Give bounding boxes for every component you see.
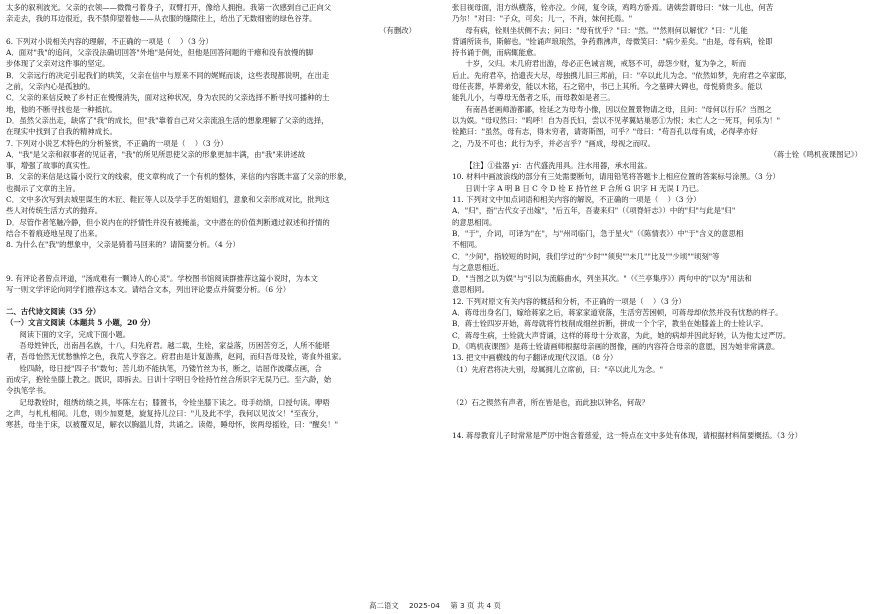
classical-text-line: 寒甚，母坐于床，以被覆双足，解衣以胸温儿背，共诵之。读倦，睡母怀，俟两母摇铨，曰："醒矣！"	[6, 420, 338, 430]
question-7-stem: 7. 下列对小说艺术特色的分析鉴赏，不正确的一项是（ ）（3 分）	[6, 138, 228, 148]
question-9-cont: 写一则文学评论向同学们推荐这本文。请结合文本，列出评论要点并简要分析。（6 分）	[6, 284, 291, 294]
q7-option-a: A．"我"是父亲和叙事者的见证者，"我"的所见所思使父亲的形象更加丰满，由"我"来讲述故	[6, 149, 306, 159]
classical-text-line: 铨四龄，母日授"四子书"数句；苦儿幼不能执笔，乃镂竹丝为书，断之，诘屈作波磔点画，合	[19, 363, 322, 373]
left-column	[6, 2, 416, 430]
footer-subject: 高二语文	[369, 601, 399, 610]
classical-text-line: 吾母姓钟氏，出南昌名族，十八，归先府君。越二载，生铨，家益落，历困苦穷乏，人所不能堪	[19, 341, 330, 351]
q13-sentence-2: （2）石之锲然有声者，所在皆是也，而此独以钟名，何哉？	[452, 397, 649, 407]
q6-option-a-cont: 步体现了父亲对这件事的坚定。	[6, 59, 110, 69]
q7-option-d: D．尽管作者笔触冷静，但小说内在的抒情性并没有被掩盖，文中潜在的价值判断通过叙述和抒情的	[6, 217, 330, 227]
classical-text-line: 乃尔！"对曰："子众，可矣；儿一，不肖，妹何托焉。"	[452, 14, 633, 24]
q11-option-d-cont: 意思相同。	[452, 285, 489, 295]
subsection-heading: （一）文言文阅读（本题共 5 小题，20 分）	[6, 318, 155, 328]
section-heading: 二、古代诗文阅读（35 分）	[6, 307, 101, 317]
reading-instruction: 阅读下面的文字，完成下面小题。	[19, 329, 131, 339]
q6-option-d-cont: 在现实中找到了自我的精神成长。	[6, 127, 117, 137]
footer-date: 2025-04	[408, 601, 440, 610]
q7-option-b: B．父亲的来信是这篇小说行文的线索，使文章构成了一个有机的整体，来信的内容既丰富了父亲的形象，	[6, 172, 352, 182]
answer-space	[452, 408, 862, 430]
q12-option-b: B．蒋士铨四岁开始，蒋母就将竹枝削成细丝折断，拼成一个个字，教坐在她膝盖上的士铨认字。	[452, 319, 768, 329]
q12-option-a: A．蒋母出身名门，嫁给蒋家之后，蒋家家道衰落，生活穷苦困顿，可蒋母却依然并没有忧愁的样子。	[452, 308, 783, 318]
q11-option-b-cont: 不相同。	[452, 240, 482, 250]
q6-option-c: C．父亲的来信反映了乡村正在慢慢消失，面对这种状况，身为农民的父亲选择不断寻找可播种的土	[6, 93, 330, 103]
question-12-stem: 12. 下列对原文有关内容的概括和分析，不正确的一项是（ ）（3 分）	[452, 296, 686, 306]
q6-option-d: D．虽然父亲出走，缺席了"我"的成长，但"我"靠着自己对父亲流浪生活的想象理解了父亲的选择，	[6, 115, 329, 125]
classical-text-line: 张目视母面，泪方纵横落，铨亦泣。少间，复令读，鸡鸣方卧焉。诸姨尝谓母曰："妹一儿也，何苦	[452, 3, 774, 12]
source-note: （有删改）	[379, 25, 416, 35]
question-13-stem: 13. 把文中画横线的句子翻译成现代汉语。（8 分）	[452, 353, 618, 363]
footer-page-number: 第 3 页 共 4 页	[450, 601, 501, 610]
q7-option-d-cont: 结合不着痕迹地呈现了出来。	[6, 228, 103, 238]
question-14: 14. 蒋母教育儿子时常常是严厉中饱含着慈爱，这一特点在文中多处有体现，请根据材料简要概括。（3 分）	[452, 431, 803, 441]
question-11-stem: 11. 下列对文中加点词语和相关内容的解说，不正确的一项是（ ）（3 分）	[452, 195, 701, 205]
q11-option-c: C．"少间"，指较短的时间，我们学过的"少时""须臾""未几""比及""少顷""顷刻"等	[452, 251, 720, 261]
classical-text-line: 铨跪曰："虽然，母有志，得未穷者，请寄斯图，可乎？"母曰："苟吾孔以母有成，必得孝亦好	[452, 127, 758, 137]
classical-text-line: 母有病，铨则坐状侧不去；问曰："母有忧乎？"曰："然。""然则何以解忧？"曰："儿能	[465, 25, 748, 35]
q11-option-a: A．"归"，指"古代女子出嫁"，"后五年，吾妻来归"（《项脊轩志》）中的"归"与此是"归"	[452, 206, 736, 216]
annotation-note: 【注】①盐器 yí：古代盛洗用具。注水用器，承水用盆。	[465, 161, 652, 171]
classical-text-line: 以为娱。"母叹然曰："呜呼！自为吾氏妇，尝以不见孝翼姑巢恶①为恨；未亡人之一死耳，何乐为！"	[452, 115, 780, 125]
text-attribution: （蒋士铨《鸣机夜课图记》）	[769, 149, 862, 159]
classical-text-line: 母任丧葬，毕葬弟安，能以木铭，石之铭中，书已上其所。今之墓碑大碑也，母悦骑贵多。能以	[452, 82, 763, 92]
classical-text-line: 令执笔学书。	[6, 386, 51, 396]
classical-text-line: 有南昌老画师游都鄙，铨延之为母寿小像，因以位置景物请之母，且问："母何以行乐？当图之	[465, 104, 772, 114]
classical-text-line: 者，吾母怡然无忧愁憔悴之色，我荒人亨容之。府君由是计复游燕，赵间，而归吾母及铨，寄食外祖家。	[6, 352, 346, 362]
classical-text-line: 之声，与札札相间。儿怠，则少加夏楚，旋复持儿泣曰："儿及此不学，我何以见汝父！"至夜分，	[6, 408, 324, 418]
question-9: 9. 有评论者曾点评道，"汤成难有一颗诗人的心灵"。学校图书馆阅读群推荐这篇小说时，为本文	[6, 273, 318, 283]
q7-option-b-cont: 也揭示了文章的主旨。	[6, 183, 80, 193]
classical-text-line: 背诵所读书，斯解也。"铨诵声琅琅然，争药鼎沸声，母微笑曰："病少差矣。"由是，母有病，铨即	[452, 36, 773, 46]
passage-line: 太多的叙利波光。父亲的衣领——微微弓着身子，双臂打开，像给人拥抱。我第一次感到自己正向父	[6, 3, 332, 12]
q12-option-c: C．蒋母生病，士铨就大声背诵，这样的蒋母十分欢喜，为此，她的病却并因此好转，认为他太过严厉。	[452, 330, 791, 340]
q10-segment-line: 日训十字 A 明 B 日 C 令 D 铨 E 持竹丝 F 合所 G 识字 H 无误 I 乃已。	[465, 183, 704, 193]
classical-text-line: 持书诵于侧，而病辄能愈。	[452, 48, 541, 58]
q11-option-b: B．"于"，介词，可译为"在"，与"州司临门，急于星火"（《陈情表》）中"于"含义的意思相	[452, 228, 744, 238]
classical-text-line: 后止。先府君卒，拾遗丧大尽，母独携儿旧三邦前，曰："卒以此儿为念。"依然如梦，先府君之卒家邸，	[452, 70, 792, 80]
right-column	[452, 2, 862, 441]
q6-option-b: B．父亲远行的决定引起我们的哄笑，父亲在信中与原来不同的娓娓而谈，这些表现都说明，在出走	[6, 70, 330, 80]
q7-option-a-cont: 事，增强了故事的真实性。	[6, 161, 95, 171]
classical-text-line: 记母教铨时，组绣纺绩之具，毕陈左右；膝置书，令铨坐膝下读之。母手纺绩，口授句读。咿唔	[19, 397, 330, 407]
answer-space	[452, 375, 862, 397]
q7-option-c-cont: 些人对传统生活方式的抛弃。	[6, 206, 103, 216]
q6-option-c-cont: 地，他的不断寻找也是一种抵抗。	[6, 104, 117, 114]
q7-option-c: C．文中多次写到去城里谋生的木匠、鞋匠等人以及学手艺的姐姐们，意象和父亲形成对比，批判这	[6, 195, 330, 205]
page-footer	[0, 600, 870, 611]
q6-option-a: A．面对"我"的追问，父亲没法确切回答"外地"是何处，但他是回答问题的干瘪和没有放慢的脚	[6, 48, 314, 58]
answer-space	[6, 251, 416, 273]
passage-line: 亲走去，我的耳边很近，我不禁仰望着他——从衣服的缝隙往上，给出了无数细密的绿色谷芽。	[6, 14, 317, 24]
answer-space	[6, 295, 416, 306]
q13-sentence-1: （1）先府君将决大别，母属拥儿立席前，曰："卒以此儿为念。"	[452, 364, 664, 374]
q11-option-d: D．"当图之以为娱"与"引以为流觞曲水，列坐其次。"（《兰亭集序》）两句中的"以为"用法和	[452, 274, 752, 284]
q12-option-d: D．《鸣机夜课图》是蒋士铨请画师根据母亲画的图像，画的内容符合母亲的意愿，因为她非常满意。	[452, 341, 780, 351]
question-10-stem: 10. 材料中画波浪线的部分有三处需要断句，请用铅笔将答题卡上相应位置的答案标号涂黑。（3 分）	[452, 172, 780, 182]
classical-text-line: 十岁，父归。未几府君出游，母必正色诫言规，戒怒不可，毋怨少财，复为争之，听而	[465, 59, 747, 69]
classical-text-line: 能乳儿小，与尊母无偕者之乐，而母教如是者三。	[452, 93, 615, 103]
question-6-stem: 6. 下列对小说相关内容的理解，不正确的一项是（ ）（3 分）	[6, 36, 213, 46]
classical-text-line: 之，乃及不可也；此行为乎，并必言乎？"画成，母视之而叹。	[452, 138, 655, 148]
q11-option-a-cont: 的意思相同。	[452, 217, 497, 227]
question-8: 8. 为什么在"我"的想象中，父亲是骑着马回来的？请简要分析。（4 分）	[6, 240, 240, 250]
classical-text-line: 而成字，抱铨坐膝上教之。既识，即拆去。日训十字明日令铨持竹丝合所识字无误乃已。至六龄，始	[6, 374, 332, 384]
q6-option-b-cont: 之前，父亲内心是孤独的。	[6, 82, 95, 92]
q11-option-c-cont: 与之意思相近。	[452, 262, 504, 272]
